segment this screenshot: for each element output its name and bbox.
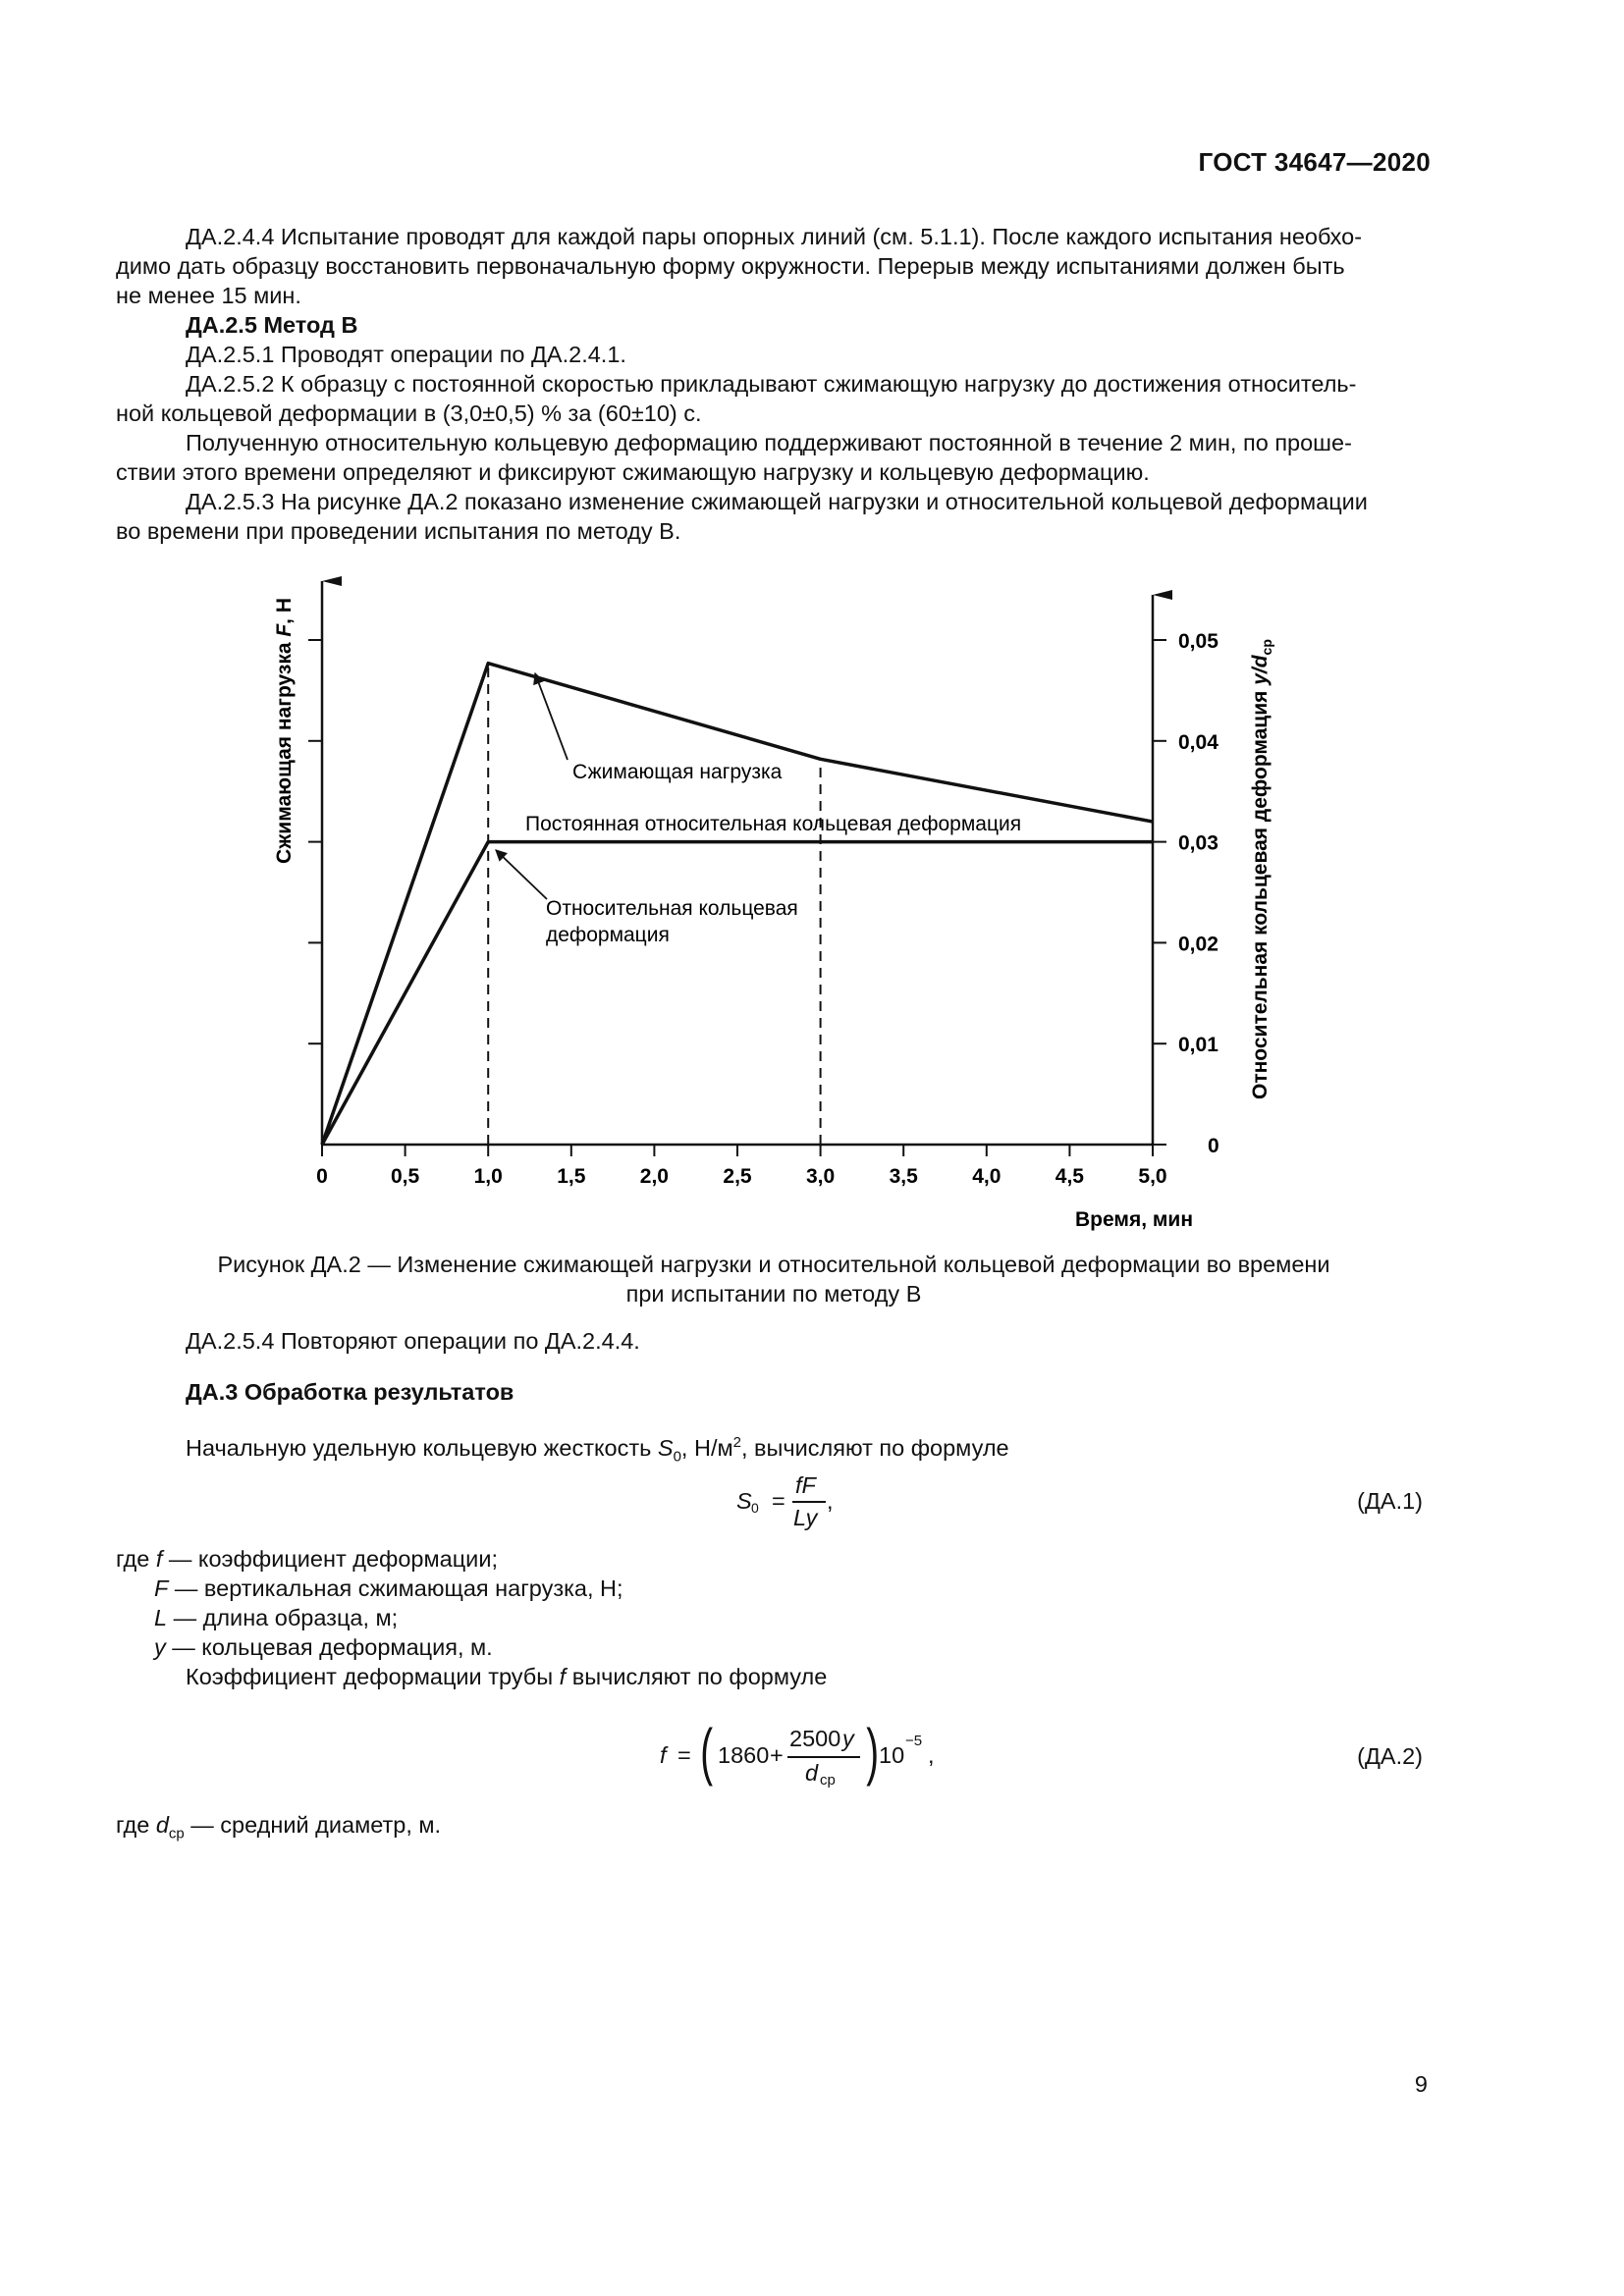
right-tick-label: 0,02 — [1178, 933, 1218, 956]
definitions-list — [116, 1544, 827, 1691]
chart-svg — [0, 550, 1624, 1247]
dcp-symbol: d — [155, 1812, 169, 1838]
coef-intro-text-1: Коэффициент деформации трубы — [186, 1664, 560, 1689]
annotation-load: Сжимающая нагрузка — [572, 761, 783, 783]
para-da-3-intro — [116, 1428, 1432, 1472]
f2-den-sub: ср — [820, 1772, 836, 1789]
intro-text-1: Начальную удельную кольцевую жесткость — [186, 1434, 658, 1461]
para-da-2-4-4-line2: димо дать образцу восстановить первоначальную форму окружности. Перерыв между испытаниями должен быть — [116, 253, 1345, 279]
f1-lhs: S — [736, 1488, 752, 1514]
figure-da-2 — [0, 550, 1624, 1247]
definition-y — [116, 1632, 827, 1662]
definition-L — [116, 1603, 827, 1632]
left-axis-label-text: Сжимающая нагрузка — [273, 636, 296, 864]
x-tick-label: 0,5 — [390, 1165, 420, 1188]
dcp-symbol-sub: ср — [168, 1825, 185, 1842]
para-dcp-line — [116, 1810, 1432, 1849]
para-da-2-5-4: ДА.2.5.4 Повторяют операции по ДА.2.4.4. — [186, 1328, 640, 1354]
definition-F-text: — вертикальная сжимающая нагрузка, Н; — [168, 1575, 623, 1601]
caption-line1: Рисунок ДА.2 — Изменение сжимающей нагрузки и относительной кольцевой деформации во времени — [217, 1252, 1330, 1277]
formula-da-1-label: (ДА.1) — [1357, 1488, 1423, 1514]
f2-eq: = — [677, 1742, 691, 1768]
f2-num-const: 2500 — [789, 1726, 841, 1751]
right-axis-label-sub: ср — [1259, 639, 1274, 656]
right-tick-label: 0,04 — [1178, 730, 1218, 754]
right-axis-label — [1249, 639, 1274, 1099]
f1-den: Ly — [793, 1505, 818, 1530]
section-text-top — [116, 222, 1432, 546]
right-tick-label: 0,03 — [1178, 831, 1218, 855]
intro-text-3: , вычисляют по формуле — [740, 1434, 1009, 1461]
para-dcp — [116, 1810, 1432, 1849]
para-da-2-5-2-line2: ной кольцевой деформации в (3,0±0,5) % за (60±10) с. — [116, 400, 702, 426]
f1-num: fF — [795, 1472, 816, 1498]
caption-line2: при испытании по методу В — [625, 1281, 922, 1307]
definition-f — [116, 1544, 827, 1574]
annotation-strain-line1: Относительная кольцевая — [546, 897, 798, 920]
right-tick-label: 0,01 — [1178, 1034, 1218, 1057]
right-axis-label-var: y/d — [1249, 655, 1272, 685]
strain-pointer-arrow — [496, 850, 547, 899]
heading-da-2-5: ДА.2.5 Метод В — [186, 312, 358, 338]
f1-tail: , — [827, 1488, 834, 1514]
f1-eq: = — [772, 1488, 785, 1514]
x-axis-label: Время, мин — [1075, 1208, 1193, 1231]
x-tick-label: 1,5 — [557, 1165, 586, 1188]
para-da-2-5-2c-line2: ствии этого времени определяют и фиксируют сжимающую нагрузку и кольцевую деформацию. — [116, 459, 1150, 485]
f1-frac-bar — [792, 1501, 826, 1503]
intro-symbol-s-sub: 0 — [673, 1448, 681, 1466]
intro-symbol-s: S — [657, 1434, 674, 1461]
coef-intro-text-2: вычисляют по формуле — [566, 1664, 828, 1689]
formula-da-2-label: (ДА.2) — [1357, 1743, 1423, 1769]
page-number: 9 — [1414, 2071, 1428, 2097]
section-text-bottom — [116, 1326, 1432, 1472]
definition-y-text: — кольцевая деформация, м. — [165, 1634, 493, 1660]
para-da-2-5-3-line2: во времени при проведении испытания по методу В. — [116, 518, 681, 544]
definition-L-symbol: L — [154, 1605, 168, 1630]
f2-lhs: f — [660, 1742, 667, 1768]
definition-F — [116, 1574, 827, 1603]
intro-unit-sup: 2 — [732, 1434, 741, 1451]
f2-pow-exp: −5 — [905, 1733, 923, 1749]
f2-const: 1860 — [718, 1742, 770, 1768]
dcp-text-1: где — [116, 1812, 156, 1838]
right-axis-ticks — [1153, 630, 1219, 1157]
definition-L-text: — длина образца, м; — [167, 1605, 399, 1630]
definition-F-symbol: F — [154, 1575, 169, 1601]
coef-intro-symbol: f — [559, 1664, 567, 1689]
annotation-constant-strain: Постоянная относительная кольцевая деформация — [525, 813, 1022, 835]
x-tick-label: 2,0 — [639, 1165, 670, 1188]
definition-f-symbol: f — [155, 1546, 163, 1572]
left-axis-label — [273, 598, 296, 864]
right-axis-label-text: Относительная кольцевая деформация — [1249, 684, 1272, 1099]
intro-text-2: , Н/м — [680, 1434, 733, 1461]
x-tick-label: 3,0 — [805, 1165, 836, 1188]
left-axis-label-unit: , Н — [273, 597, 296, 624]
series-strain-line — [322, 842, 1153, 1145]
x-axis-ticks — [316, 1145, 1166, 1188]
f2-right-paren: ) — [866, 1716, 880, 1787]
x-tick-label: 4,0 — [972, 1165, 1001, 1188]
definition-f-text: — коэффициент деформации; — [162, 1546, 498, 1572]
x-tick-label: 4,5 — [1055, 1165, 1085, 1188]
f1-lhs-sub: 0 — [751, 1500, 759, 1516]
dcp-text-2: — средний диаметр, м. — [184, 1812, 442, 1838]
f2-plus: + — [770, 1742, 784, 1768]
f2-pow-base: 10 — [879, 1742, 905, 1768]
standard-header: ГОСТ 34647—2020 — [1198, 147, 1431, 177]
para-da-2-5-2c-line1: Полученную относительную кольцевую деформацию поддерживают постоянной в течение 2 мин, по проше- — [186, 430, 1352, 455]
definition-f-prefix: где — [116, 1546, 156, 1572]
left-axis-ticks — [308, 640, 322, 1043]
f2-left-paren: ( — [700, 1716, 714, 1787]
f2-den: d — [805, 1760, 819, 1786]
para-da-2-5-1: ДА.2.5.1 Проводят операции по ДА.2.4.1. — [186, 342, 626, 367]
x-tick-label: 1,0 — [473, 1165, 503, 1188]
annotation-strain-line2: деформация — [546, 924, 670, 946]
f2-frac-bar — [787, 1756, 860, 1758]
right-tick-label: 0 — [1208, 1135, 1219, 1157]
right-tick-label: 0,05 — [1178, 630, 1218, 653]
x-tick-label: 3,5 — [889, 1165, 918, 1188]
left-axis-label-var: F — [273, 623, 296, 637]
x-tick-label: 5,0 — [1138, 1165, 1167, 1188]
para-da-2-5-2-line1: ДА.2.5.2 К образцу с постоянной скоростью прикладывают сжимающую нагрузку до достижения относитель- — [186, 371, 1357, 397]
heading-da-3: ДА.3 Обработка результатов — [186, 1379, 514, 1405]
x-tick-label: 0 — [316, 1165, 328, 1188]
para-da-2-4-4-line1: ДА.2.4.4 Испытание проводят для каждой пары опорных линий (см. 5.1.1). После каждого испытания необхо- — [186, 224, 1363, 249]
para-da-2-4-4-line3: не менее 15 мин. — [116, 283, 301, 308]
definition-y-symbol: y — [154, 1634, 166, 1660]
para-da-2-5-3-line1: ДА.2.5.3 На рисунке ДА.2 показано изменение сжимающей нагрузки и относительной кольцевой деформации — [186, 489, 1368, 514]
x-tick-label: 2,5 — [723, 1165, 752, 1188]
f2-tail: , — [928, 1742, 935, 1768]
f2-num-var: y — [842, 1726, 854, 1751]
figure-caption — [116, 1250, 1432, 1308]
para-coef-intro — [116, 1662, 827, 1691]
